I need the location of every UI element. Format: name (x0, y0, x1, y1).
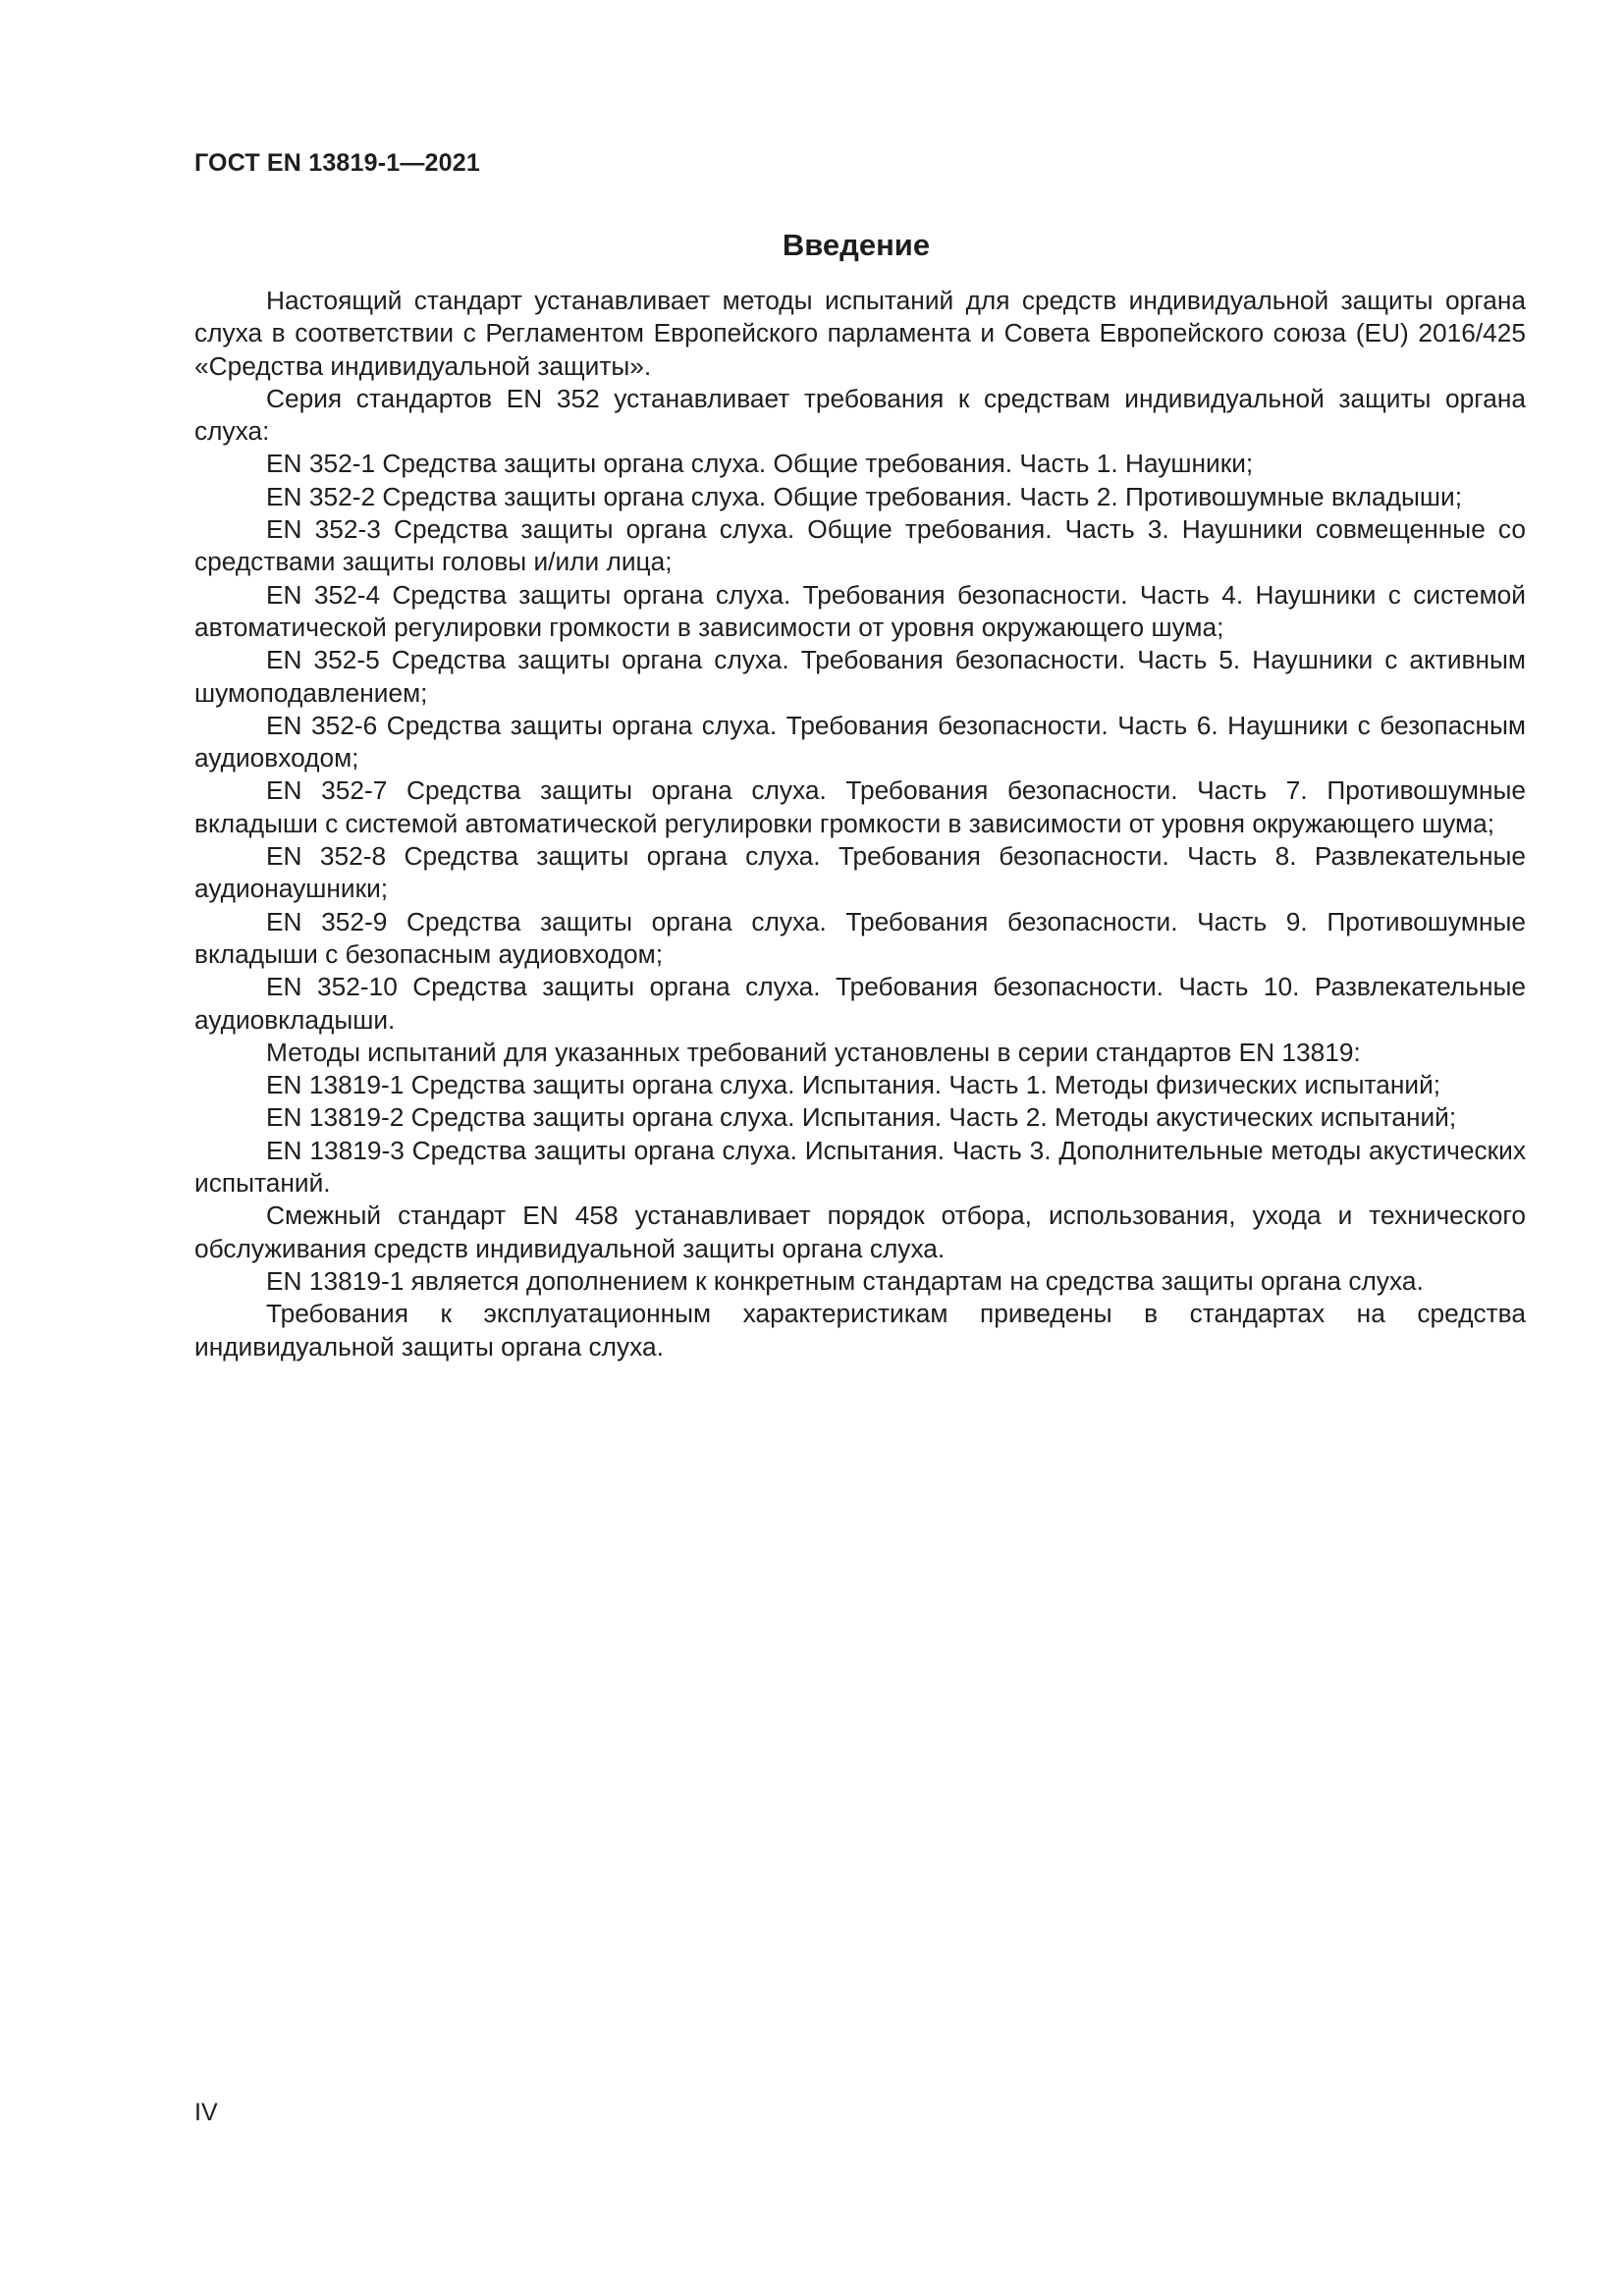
paragraph-intro-purpose: Настоящий стандарт устанавливает методы испытаний для средств индивидуальной защиты органа слуха в соответствии с Регламентом Европейского парламента и Совета Европейского союза (EU) 2016/425 «Средства индивидуальной защиты». (194, 286, 1526, 381)
list-item-en352-7: EN 352-7 Средства защиты органа слуха. Требования безопасности. Часть 7. Противошумные вкладыши с системой автоматической регулировки громкости в зависимости от уровня окружающего шума; (194, 775, 1526, 838)
paragraph-en458: Смежный стандарт EN 458 устанавливает порядок отбора, использования, ухода и технического обслуживания средств индивидуальной защиты органа слуха. (194, 1201, 1526, 1263)
list-item-en352-8: EN 352-8 Средства защиты органа слуха. Требования безопасности. Часть 8. Развлекательные аудионаушники; (194, 841, 1526, 904)
list-item-en352-3: EN 352-3 Средства защиты органа слуха. Общие требования. Часть 3. Наушники совмещенные со средствами защиты головы и/или лица; (194, 514, 1526, 577)
document-code-header: ГОСТ EN 13819-1—2021 (194, 149, 480, 177)
list-item-en352-2: EN 352-2 Средства защиты органа слуха. Общие требования. Часть 2. Противошумные вкладыши; (266, 481, 1463, 511)
list-item-en13819-2: EN 13819-2 Средства защиты органа слуха. Испытания. Часть 2. Методы акустических испытаний; (266, 1102, 1457, 1133)
list-item-en352-5: EN 352-5 Средства защиты органа слуха. Требования безопасности. Часть 5. Наушники с активным шумоподавлением; (194, 645, 1526, 708)
paragraph-performance-requirements: Требования к эксплуатационным характеристикам приведены в стандартах на средства индивидуальной защиты органа слуха. (194, 1299, 1526, 1362)
paragraph-en352-series: Серия стандартов EN 352 устанавливает требования к средствам индивидуальной защиты органа слуха: (194, 383, 1526, 447)
list-item-en13819-1: EN 13819-1 Средства защиты органа слуха. Испытания. Часть 1. Методы физических испытаний; (266, 1070, 1441, 1100)
paragraph-en13819-series: Методы испытаний для указанных требований установлены в серии стандартов EN 13819: (266, 1037, 1361, 1067)
paragraph-supplement: EN 13819-1 является дополнением к конкретным стандартам на средства защиты органа слуха. (266, 1265, 1424, 1296)
section-title: Введение (782, 228, 931, 262)
list-item-en352-1: EN 352-1 Средства защиты органа слуха. Общие требования. Часть 1. Наушники; (266, 449, 1254, 479)
list-item-en352-4: EN 352-4 Средства защиты органа слуха. Требования безопасности. Часть 4. Наушники с системой автоматической регулировки громкости в зависимости от уровня окружающего шума; (194, 579, 1526, 642)
page-number: IV (194, 2099, 218, 2126)
introduction-body (194, 285, 1526, 1363)
list-item-en352-10: EN 352-10 Средства защиты органа слуха. Требования безопасности. Часть 10. Развлекательные аудиовкладыши. (194, 972, 1526, 1035)
list-item-en352-9: EN 352-9 Средства защиты органа слуха. Требования безопасности. Часть 9. Противошумные вкладыши с безопасным аудиовходом; (194, 906, 1526, 969)
list-item-en352-6: EN 352-6 Средства защиты органа слуха. Требования безопасности. Часть 6. Наушники с безопасным аудиовходом; (194, 710, 1526, 774)
list-item-en13819-3: EN 13819-3 Средства защиты органа слуха. Испытания. Часть 3. Дополнительные методы акустических испытаний. (194, 1135, 1526, 1199)
